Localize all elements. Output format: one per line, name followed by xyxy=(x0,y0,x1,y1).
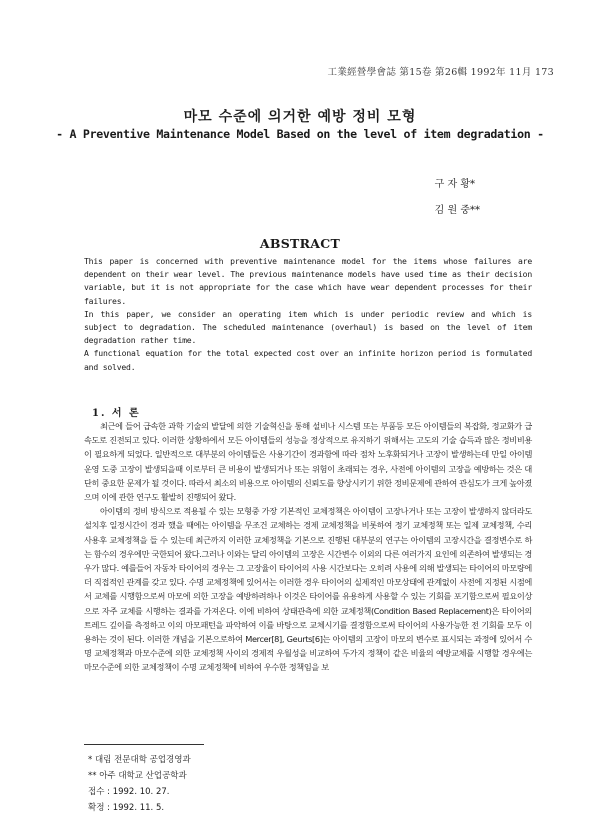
abstract-paragraph: This paper is concerned with preventive maintenance model for the items whose failures are dependent on their wear level. The previous maintenance models have used time as their decision variable, but it is not appropriate for the case which have wear dependent processes for their failures. xyxy=(84,256,532,306)
abstract-paragraph: A functional equation for the total expected cost over an infinite horizon period is formulated and solved. xyxy=(84,348,532,372)
footnote: * 대림 전문대학 공업경영과 xyxy=(88,755,191,765)
body-paragraph: 최근에 들어 급속한 과학 기술의 발달에 의한 기술혁신을 통해 설비나 시스템 또는 부품등 모든 아이템들의 복잡화, 정교화가 급속도로 진전되고 있다. 이러한 상황하에서 모든 아이템들의 성능을 정상적으로 유지하기 위해서는 고도의 기술 습득과 많은 정비비용이 필요하게 되었다. 일반적으로 대부분의 아이템들은 사용기간이 경과함에 따라 점차 노후화되거나 고장이 발생하는데 만일 아이템 운영 도중 고장이 발생되을때 이로부터 큰 비용이 발생되거나 또는 위험이 초래되는 경우, 사전에 아이템의 고장을 예방하는 것은 대단히 중요한 문제가 될 것이다. 따라서 최소의 비용으로 아이템의 신뢰도를 향상시키기 위한 정비문제에 관하여 관심도가 크게 높아졌으며 이에 관한 연구도 활발히 진행되어 왔다. xyxy=(84,421,532,503)
title-korean: 마모 수준에 의거한 예방 정비 모형 xyxy=(183,109,417,125)
footnotes xyxy=(88,752,191,816)
journal-header: 工業經營學會誌 第15卷 第26輯 1992年 11月 173 xyxy=(327,67,554,78)
footnote: 확정 : 1992. 11. 5. xyxy=(88,803,165,813)
abstract-body xyxy=(84,255,532,374)
author-name: 김 원 중** xyxy=(434,205,480,216)
footnote-divider xyxy=(84,744,204,745)
footnote: 접수 : 1992. 10. 27. xyxy=(88,787,170,797)
body-paragraph: 아이템의 정비 방식으로 적용될 수 있는 모형중 가장 기본적인 교체정책은 아이템이 고장나거나 또는 고장이 발생하지 않더라도 설치후 일정시간이 경과 했을 때에는 아이템을 무조건 교체하는 경제 교체정책을 비롯하여 정기 교체정책 또는 일제 교체정책, 수리 사용후 교체정책을 들 수 있는데 최근까지 이러한 교체정책을 기본으로 진행된 대부분의 연구는 아이템의 고장시간을 결정변수로 하는 함수의 경우에만 국한되어 왔다.그러나 이와는 달리 아이템의 고장은 시간변수 이외의 다른 여러가지 요인에 의존하여 발생되는 경우가 많다. 예를들어 자동차 타이어의 경우는 그 고장율이 타이어의 사용 시간보다는 오히려 사용에 의해 발생되는 타이어의 마모량에 더 직접적인 관계를 갖고 있다. 수명 교체정책에 있어서는 이러한 경우 타이어의 실제적인 마모상태에 관계없이 사전에 지정된 시점에서 교체를 시행함으로써 마모에 의한 고장을 예방하려하나 이것은 타이어를 유용하게 사용할 수 있는 기회를 포기함으로써 필요이상으로 자주 교체를 시행하는 결과를 가져온다. 이에 비하여 상태관측에 의한 교체정책(Condition Based Replacement)은 타이어의 트레드 깊이를 측정하고 이의 마모패턴을 파악하여 이를 바탕으로 교체시기를 결정함으로써 타이어의 사용가능한 전 기회를 모두 이용하는 것이 된다. 이러한 개념을 기본으로하여 Mercer[8], Geurts[6]는 아이템의 고장이 마모의 변수로 표시되는 과정에 있어서 수명 교체정책과 마모수준에 의한 교체정책 사이의 경제적 우월성을 비교하여 두가지 정책이 같은 비율의 예방교체를 시행할 경우에는 마모수준에 의한 교체정책이 수명 교체정책에 비하여 우수한 정책임을 보 xyxy=(84,506,532,673)
title-english: - A Preventive Maintenance Model Based on the level of item degradation - xyxy=(56,127,544,141)
footnote: ** 아주 대학교 산업공학과 xyxy=(88,771,187,781)
abstract-heading: ABSTRACT xyxy=(259,236,341,251)
body-text xyxy=(84,419,532,675)
author-list xyxy=(435,172,480,224)
section-heading: 1. 서 론 xyxy=(92,408,141,419)
author-name: 구 자 황* xyxy=(434,179,475,190)
abstract-paragraph: In this paper, we consider an operating item which is under periodic review and which is subject to degradation. The scheduled maintenance (overhaul) is based on the level of item degradation rather time. xyxy=(84,308,532,346)
